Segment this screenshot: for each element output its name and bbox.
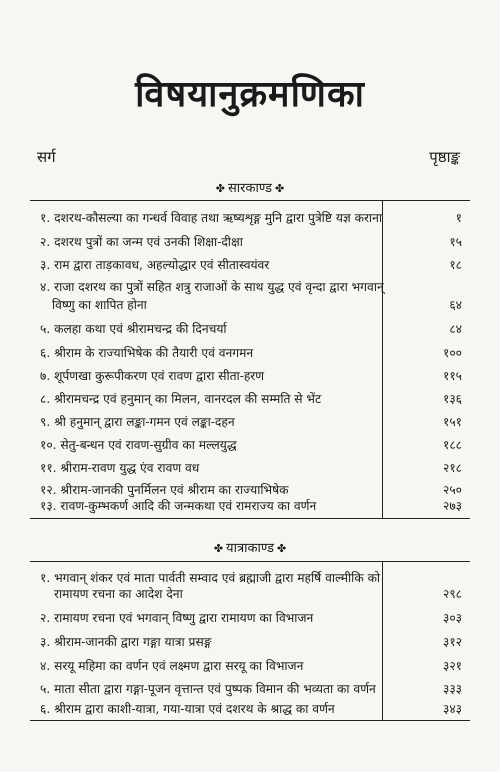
section-rule-bottom	[30, 518, 470, 519]
section-rule-top	[30, 561, 470, 562]
toc-page: विषयानुक्रमणिका सर्ग पृष्ठाङ्क ✤ सारकाण्ड ✤ १. दशरथ-कौसल्या का गन्धर्व विवाह तथा ऋष्यशृङ्ग मुनि द्वारा पुत्रेष्टि यज्ञ कराना १ २. दशरथ पुत्रों का जन्म एवं उनकी शिक्षा-दीक्षा १५ ३. राम द्वारा ताड़कावध, अहल्योद्धार एवं सीतास्वयंवर १८ ४. राजा दशरथ का पुत्रों सहित शत्रु राजाओं के साथ युद्ध एवं वृन्दा द्वारा भगवान् विष्णु का शापित होना ६४ ५. कलहा कथा एवं श्रीरामचन्द्र की दिनचर्या ८४ ६. श्रीराम के राज्याभिषेक की तैयारी एवं वनगमन १०० ७. शूर्पणखा कुरूपीकरण एवं रावण द्वारा सीता-हरण ११५ ८. श्रीरामचन्द्र एवं हनुमान् का मिलन, वानरदल की सम्मति से भेंट १३६ ९. श्री हनुमान् द्वारा लङ्का-गमन एवं लङ्का-दहन १५१ १०. सेतु-बन्धन एवं रावण-सुग्रीव का मल्लयुद्ध १८८ ११. श्रीराम-रावण युद्ध एंव रावण वध २१८ १२. श्रीराम-जानकी पुनर्मिलन एवं श्रीराम का राज्याभिषेक २५० १३. रावण-कुम्भकर्ण आदि की जन्मकथा एवं रामराज्य का वर्णन २७३ ✤ यात्राकाण्ड ✤ १. भगवान् शंकर एवं माता पार्वती सम्वाद एवं ब्रह्माजी द्वारा महर्षि वाल्मीकि को रामायण रचना का आदेश देना २९८ २. रामायण रचना एवं भगवान् विष्णु द्वारा रामायण का विभाजन ३०३ ३. श्रीराम-जानकी द्वारा गङ्गा यात्रा प्रसङ्ग ३१२ ४. सरयू महिमा का वर्णन एवं लक्ष्मण द्वारा सरयू का विभाजन ३२१ ५. माता सीता द्वारा गङ्गा-पूजन वृत्तान्त एवं पुष्पक विमान की भव्यता का वर्णन ३३३ ६. श्रीराम द्वारा काशी-यात्रा, गया-यात्रा एवं दशरथ के श्राद्ध का वर्णन ३४३	[0, 0, 500, 772]
ornament-left-icon: ✤	[215, 182, 226, 195]
ornament-right-icon: ✤	[276, 542, 287, 555]
section-rule-top	[30, 200, 470, 201]
section-heading-2	[0, 538, 500, 556]
section-heading-1	[0, 178, 500, 196]
section-heading-text: यात्राकाण्ड	[226, 541, 274, 556]
page-title: विषयानुक्रमणिका	[135, 73, 365, 115]
column-heading-chapter: सर्ग	[37, 148, 56, 166]
ornament-right-icon: ✤	[274, 182, 285, 195]
section-heading-text: सारकाण्ड	[228, 181, 272, 196]
section-rule-bottom	[30, 720, 470, 721]
column-heading-page: पृष्ठाङ्क	[429, 148, 460, 166]
ornament-left-icon: ✤	[213, 542, 224, 555]
